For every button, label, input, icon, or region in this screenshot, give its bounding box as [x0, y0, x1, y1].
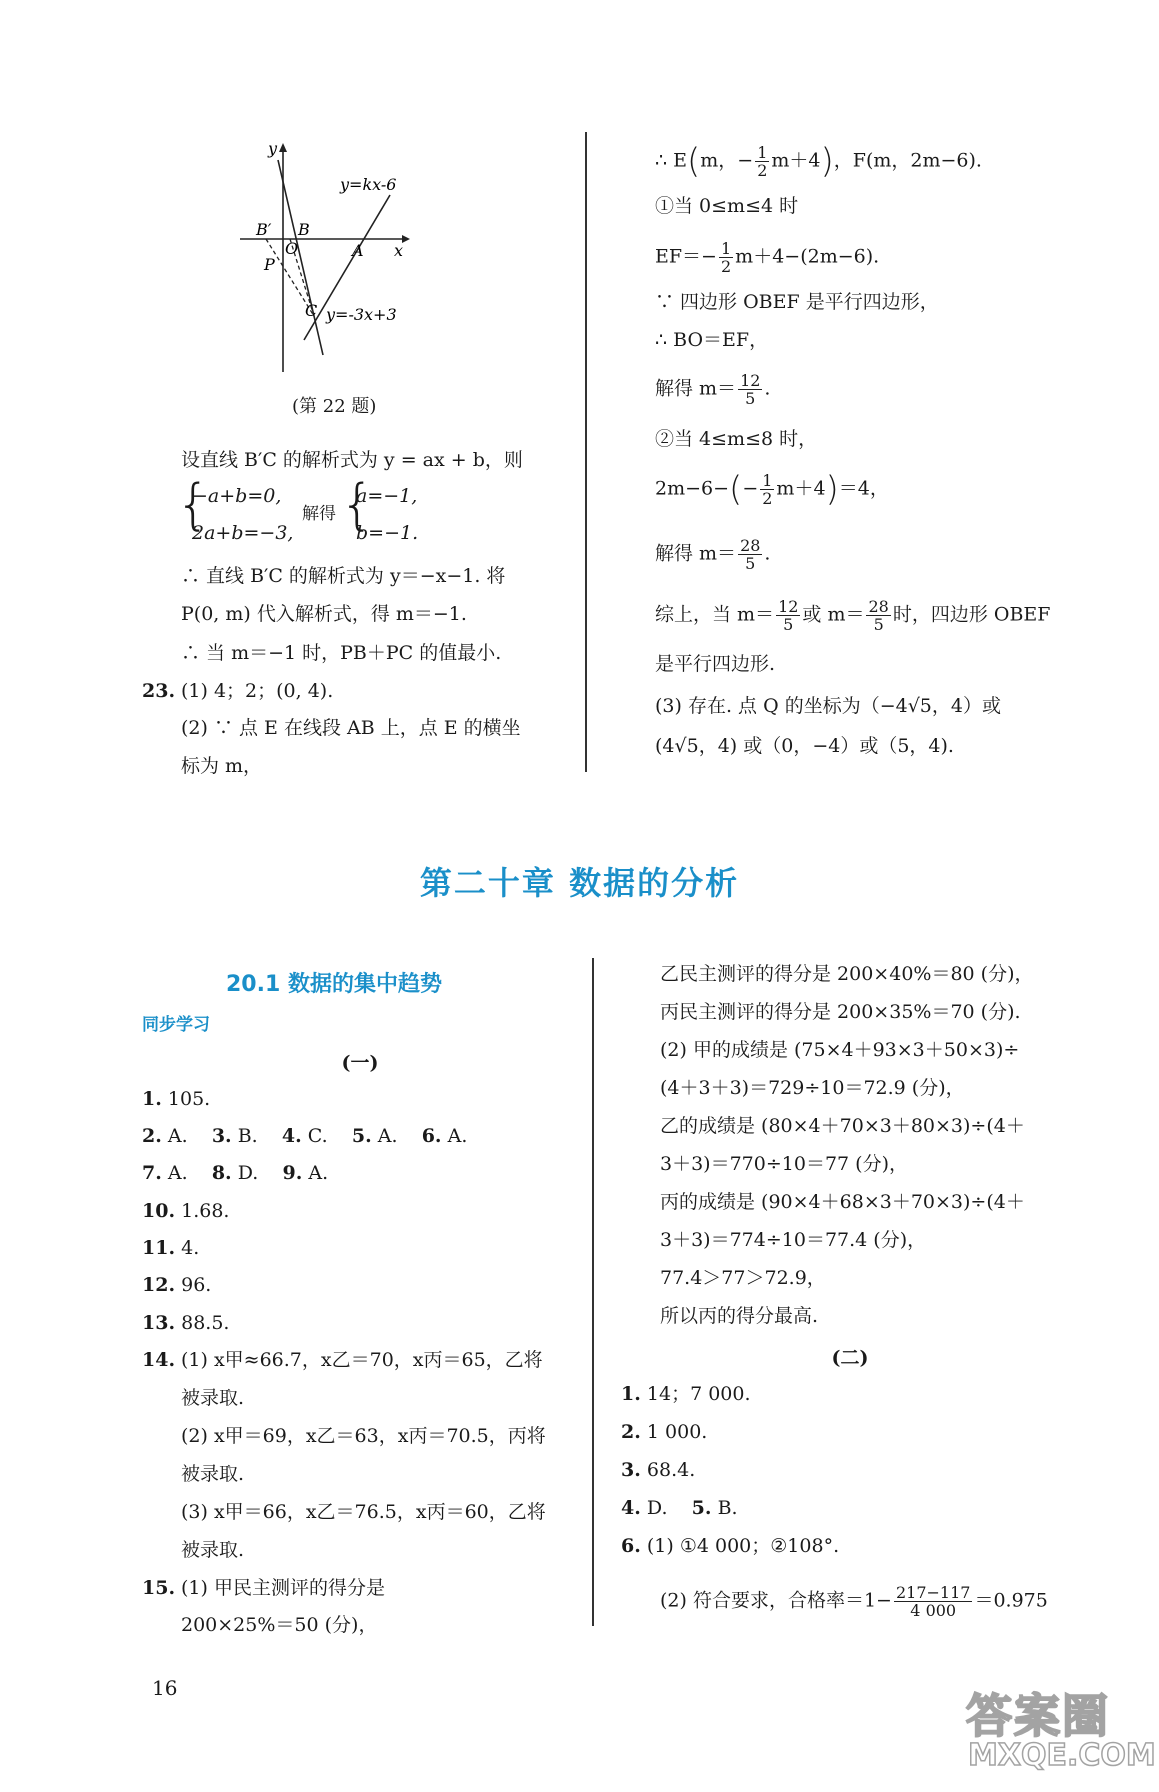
- answer-line: (2) x甲＝69，x乙＝63，x丙＝70.5，丙将: [181, 1425, 546, 1447]
- text-line: 2m−6−(− $\frac{1}{2}$ m＋4)＝4，: [655, 469, 889, 510]
- point-B-label: B: [298, 220, 310, 239]
- equation: −a+b=0,: [192, 485, 282, 507]
- answer-line: 2. A. 3. B. 4. C. 5. A. 6. A.: [142, 1125, 468, 1147]
- text-line: ∴ BO＝EF，: [655, 329, 769, 351]
- text-line: 综上，当 m＝ $\frac{12}{5}$ 或 m＝ $\frac{28}{5}$ 时，四边形 OBEF: [655, 597, 1051, 634]
- chapter-title: 第二十章 数据的分析: [419, 864, 740, 902]
- answer-line: 11. 4.: [142, 1237, 200, 1259]
- text-line: P(0, m) 代入解析式，得 m＝−1.: [181, 603, 467, 625]
- part-label-2: (二): [831, 1347, 869, 1369]
- answer-line: 1. 105.: [142, 1088, 211, 1110]
- answer-line: 6. (1) ①4 000；②108°.: [621, 1535, 840, 1557]
- column-divider-bottom: [592, 958, 594, 1626]
- equation: b=−1.: [356, 522, 419, 544]
- answer-line: 被录取.: [181, 1539, 245, 1561]
- text-line: ∴ 当 m＝−1 时，PB＋PC 的值最小.: [181, 642, 502, 664]
- x-axis-label: x: [394, 241, 404, 260]
- text-line: 解得: [302, 504, 336, 524]
- text-line: ∴ E(m，− $\frac{1}{2}$ m＋4)，F(m，2m−6).: [655, 141, 982, 182]
- answer-line: 2. 1 000.: [621, 1421, 708, 1443]
- text-line: 解得 m＝ $\frac{28}{5}$ .: [655, 536, 771, 573]
- answer-line: 被录取.: [181, 1463, 245, 1485]
- sync-label: 同步学习: [142, 1015, 210, 1035]
- answer-line: 77.4＞77＞72.9，: [660, 1267, 826, 1289]
- answer-line: 13. 88.5.: [142, 1312, 230, 1334]
- answer-line: 12. 96.: [142, 1274, 212, 1296]
- point-C-label: C: [305, 301, 318, 320]
- equation: 2a+b=−3,: [192, 522, 294, 544]
- text-line: 解得 m＝ $\frac{12}{5}$ .: [655, 371, 771, 408]
- text-line: (2) ∵ 点 E 在线段 AB 上，点 E 的横坐: [181, 717, 521, 739]
- answer-line: 7. A. 8. D. 9. A.: [142, 1162, 329, 1184]
- watermark-logo: 答案圈: [966, 1689, 1110, 1743]
- page-number: 16: [152, 1676, 178, 1700]
- text-line: 设直线 B′C 的解析式为 y = ax + b，则: [181, 449, 523, 471]
- answer-line: 乙民主测评的得分是 200×40%＝80 (分)，: [660, 963, 1034, 985]
- answer-line: (2) 甲的成绩是 (75×4＋93×3＋50×3)÷: [660, 1039, 1020, 1061]
- answer-line: 1. 14；7 000.: [621, 1383, 751, 1405]
- text-line: (1) 4；2；(0, 4).: [181, 680, 334, 702]
- line1-label: y=kx-6: [340, 175, 397, 194]
- answer-line: (3) x甲＝66，x乙＝76.5，x丙＝60，乙将: [181, 1501, 546, 1523]
- answer-line: 所以丙的得分最高.: [660, 1305, 819, 1327]
- answer-line: (4＋3＋3)＝729÷10＝72.9 (分)，: [660, 1077, 965, 1099]
- text-line: (3) 存在. 点 Q 的坐标为（−4√5，4）或: [655, 695, 1001, 717]
- answer-line: 丙民主测评的得分是 200×35%＝70 (分).: [660, 1001, 1021, 1023]
- section-title: 20.1 数据的集中趋势: [226, 972, 442, 997]
- point-O-label: O: [285, 239, 299, 258]
- part-label-1: (一): [341, 1052, 379, 1074]
- brace-left-2: {: [340, 473, 375, 536]
- question-number: 14.: [142, 1349, 176, 1371]
- point-P-label: P: [264, 255, 275, 274]
- question-number: 23.: [142, 680, 176, 702]
- point-A-label: A: [352, 241, 364, 260]
- answer-line: 丙的成绩是 (90×4＋68×3＋70×3)÷(4＋: [660, 1191, 1025, 1213]
- y-axis-label: y: [268, 140, 278, 158]
- text-line: ∴ 直线 B′C 的解析式为 y＝−x−1. 将: [181, 565, 506, 587]
- figure-caption: (第 22 题): [292, 396, 377, 417]
- text-line: 是平行四边形.: [655, 653, 776, 675]
- answer-line: 乙的成绩是 (80×4＋70×3＋80×3)÷(4＋: [660, 1115, 1025, 1137]
- question-number: 15.: [142, 1577, 176, 1599]
- answer-line: (1) 甲民主测评的得分是: [181, 1577, 385, 1599]
- figure-22-graph: [230, 140, 480, 380]
- text-line: (4√5，4) 或（0，−4）或（5，4).: [655, 735, 954, 757]
- answer-line: 3. 68.4.: [621, 1459, 696, 1481]
- text-line: ①当 0≤m≤4 时: [655, 195, 799, 217]
- answer-line: (1) x甲≈66.7，x乙＝70，x丙＝65，乙将: [181, 1349, 543, 1371]
- column-divider-top: [585, 132, 587, 772]
- text-line: ∵ 四边形 OBEF 是平行四边形，: [655, 291, 939, 313]
- line2-label: y=-3x+3: [326, 305, 397, 324]
- point-Bp-label: B′: [256, 220, 272, 239]
- answer-line: 3＋3)＝774÷10＝77.4 (分)，: [660, 1229, 927, 1251]
- brace-left-1: {: [176, 473, 211, 536]
- answer-line: 被录取.: [181, 1387, 245, 1409]
- text-line: EF＝− $\frac{1}{2}$ m＋4−(2m−6).: [655, 239, 880, 276]
- answer-line: 3＋3)＝770÷10＝77 (分)，: [660, 1153, 908, 1175]
- watermark-url: MXQE.COM: [968, 1738, 1156, 1773]
- answer-line: 200×25%＝50 (分)，: [181, 1614, 378, 1636]
- answer-line: (2) 符合要求，合格率＝1− $\frac{217-117}{4 000}$ ＝0.975: [660, 1583, 1048, 1620]
- answer-line: 10. 1.68.: [142, 1200, 230, 1222]
- text-line: 标为 m，: [181, 755, 263, 777]
- equation: a=−1,: [356, 485, 418, 507]
- text-line: ②当 4≤m≤8 时，: [655, 428, 818, 450]
- answer-line: 4. D. 5. B.: [621, 1497, 738, 1519]
